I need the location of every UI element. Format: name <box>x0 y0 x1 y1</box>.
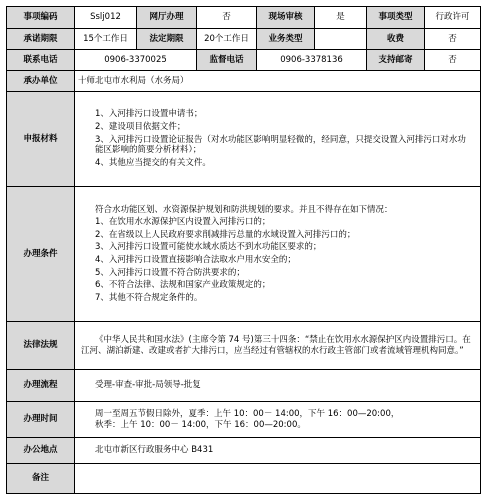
law-label: 法律法规 <box>7 322 75 370</box>
materials-item: 3、入河排污口设置论证报告（对水功能区影响明显轻微的，经同意，只提交设置入河排污口对水功能区影响的简要分析材料）； <box>95 134 466 156</box>
row-law <box>7 322 481 370</box>
materials-label: 申报材料 <box>7 92 75 187</box>
law-text: 《中华人民共和国水法》(主席令第 74 号)第三十四条：“禁止在饮用水水源保护区内设置排污口。在江河、湖泊新建、改建或者扩大排污口，应当经过有管辖权的水行政主管部门或者流域管理机构同意。” <box>75 322 481 370</box>
conditions-label: 办理条件 <box>7 187 75 322</box>
process-value: 受理-审查-审批-局领导-批复 <box>75 370 481 402</box>
row-deadline <box>7 29 481 50</box>
fee-value: 否 <box>425 29 481 50</box>
conditions-item: 3、入河排污口设置可能使水域水质达不到水功能区要求的； <box>95 242 322 253</box>
conditions-intro: 符合水功能区划、水资源保护规划和防洪规划的要求。并且不得存在如下情况： <box>95 204 393 215</box>
supervise-value: 0906-3378136 <box>257 50 367 71</box>
remark-label: 备注 <box>7 464 75 494</box>
type-value: 行政许可 <box>425 7 481 29</box>
type-label: 事项类型 <box>367 7 425 29</box>
mail-label: 支持邮寄 <box>367 50 425 71</box>
service-guide-sheet <box>6 6 480 494</box>
conditions-item: 4、入河排污口设置直接影响合法取水户用水安全的； <box>95 255 296 265</box>
hours-line: 秋季：上午 10：00－ 14:00，下午 16：00—20:00。 <box>95 419 306 430</box>
conditions-content <box>75 187 481 322</box>
hours-line: 周一至周五节假日除外，夏季：上午 10：00－ 14:00，下午 16：00—20:00， <box>95 408 400 419</box>
fee-label: 收费 <box>367 29 425 50</box>
row-item-code <box>7 7 481 29</box>
supervise-label: 监督电话 <box>197 50 257 71</box>
row-process <box>7 370 481 402</box>
biz-value <box>315 29 367 50</box>
onsite-label: 现场审核 <box>257 7 315 29</box>
row-contact <box>7 50 481 71</box>
materials-item: 2、建设项目依据文件； <box>95 122 186 133</box>
address-label: 办公地点 <box>7 438 75 464</box>
row-conditions <box>7 187 481 322</box>
promise-value: 15个工作日 <box>75 29 137 50</box>
legal-value: 20个工作日 <box>197 29 257 50</box>
conditions-item: 7、其他不符合规定条件的。 <box>95 292 203 303</box>
row-hours <box>7 402 481 438</box>
online-label: 网厅办理 <box>137 7 197 29</box>
remark-value <box>75 464 481 494</box>
promise-label: 承诺期限 <box>7 29 75 50</box>
service-guide-table <box>6 6 481 494</box>
conditions-item: 6、不符合法律、法规和国家产业政策规定的； <box>95 280 271 291</box>
item-code-value: Sslj012 <box>75 7 137 29</box>
onsite-value: 是 <box>315 7 367 29</box>
materials-item: 4、其他应当提交的有关文件。 <box>95 157 211 168</box>
conditions-item: 1、在饮用水水源保护区内设置入河排污口的； <box>95 217 271 228</box>
row-address <box>7 438 481 464</box>
online-value: 否 <box>197 7 257 29</box>
conditions-item: 5、入河排污口设置不符合防洪要求的； <box>95 267 245 278</box>
materials-content <box>75 92 481 187</box>
address-value: 北屯市新区行政服务中心 B431 <box>75 438 481 464</box>
phone-value: 0906-3370025 <box>75 50 197 71</box>
unit-label: 承办单位 <box>7 71 75 92</box>
row-materials <box>7 92 481 187</box>
item-code-label: 事项编码 <box>7 7 75 29</box>
conditions-item: 2、在省级以上人民政府要求削减排污总量的水域设置入河排污口的； <box>95 229 356 240</box>
process-label: 办理流程 <box>7 370 75 402</box>
phone-label: 联系电话 <box>7 50 75 71</box>
biz-label: 业务类型 <box>257 29 315 50</box>
legal-label: 法定期限 <box>137 29 197 50</box>
unit-value: 十师北屯市水利局（水务局） <box>75 71 481 92</box>
hours-content <box>75 402 481 438</box>
materials-item: 1、入河排污口设置申请书； <box>95 109 203 120</box>
row-remark <box>7 464 481 494</box>
row-unit <box>7 71 481 92</box>
mail-value: 否 <box>425 50 481 71</box>
hours-label: 办理时间 <box>7 402 75 438</box>
